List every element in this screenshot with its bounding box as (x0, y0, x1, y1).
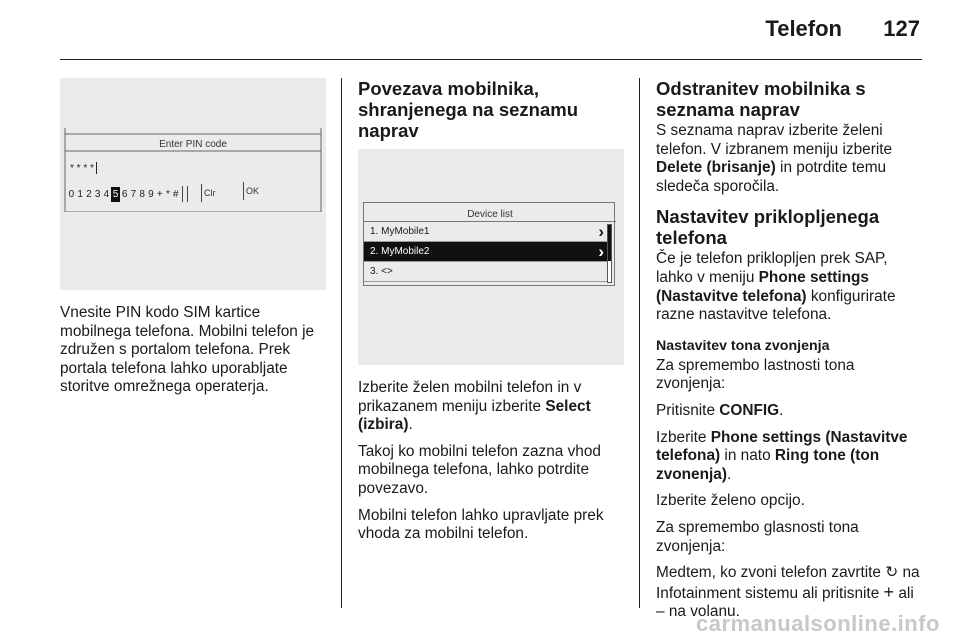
key-separator (182, 186, 183, 202)
pin-key[interactable]: 4 (103, 188, 110, 200)
clear-label: Clr (204, 187, 216, 198)
scrollbar[interactable] (607, 224, 612, 283)
volume-paragraph: Medtem, ko zvoni telefon zavrtite ↻ na Infotainment sistemu ali pritisnite + ali – na volanu. (656, 564, 920, 621)
clear-button[interactable] (201, 182, 216, 204)
ringtone-intro: Za spremembo lastnosti tona zvonjenja: (656, 356, 855, 393)
pin-screen-title: Enter PIN code (159, 139, 227, 150)
device-name: 2. MyMobile2 (370, 246, 430, 257)
device-screen-frame (363, 202, 615, 286)
config-label: CONFIG (719, 401, 780, 419)
pin-code-screenshot (60, 78, 326, 290)
pin-key[interactable]: + (156, 188, 163, 200)
select-ringtone-paragraph: Izberite Phone settings (Nastavitve telefona) in nato Ring tone (ton zvonenja). (656, 428, 908, 483)
device-list-screenshot (358, 149, 624, 365)
operate-paragraph: Mobilni telefon lahko upravljate prek vhoda za mobilni telefon. (358, 506, 604, 543)
column-2 (358, 78, 626, 552)
pin-paragraph: Vnesite PIN kodo SIM kartice mobilnega telefona. Mobilni telefon je združen s portalom telefona. Prek portala telefona lahko uporabljate storitve omrežnega operaterja. (60, 304, 315, 396)
confirm-paragraph: Takoj ko mobilni telefon zazna vhod mobilnega telefona, lahko potrdite povezavo. (358, 442, 601, 497)
ringtone-subheading: Nastavitev tona zvonjenja (656, 337, 830, 354)
text-cursor (96, 162, 97, 174)
volume-intro: Za spremembo glasnosti tona zvonjenja: (656, 518, 859, 555)
pin-key[interactable]: 9 (148, 188, 154, 200)
phone-settings-label-2: Phone settings (Nastavitve telefona) (656, 428, 908, 465)
pin-key[interactable]: 5 (112, 188, 119, 200)
remove-heading: Odstranitev mobilnika s seznama naprav (656, 78, 866, 120)
rotary-knob-icon: ↻ (885, 564, 899, 582)
column-divider-1 (341, 78, 342, 608)
pin-key[interactable]: 2 (86, 188, 92, 200)
chevron-right-icon: › (598, 222, 604, 241)
watermark: carmanualsonline.info (696, 611, 940, 636)
pin-key[interactable]: 3 (94, 188, 101, 200)
device-name: 1. MyMobile1 (370, 226, 430, 237)
pin-keypad (67, 186, 190, 202)
header-rule (60, 59, 922, 60)
settings-paragraph: Če je telefon priklopljen prek SAP, lahko v meniju Phone settings (Nastavitve telefona) konfigurirate razne nastavitve telefona. (656, 250, 896, 324)
press-config-paragraph: Pritisnite CONFIG. (656, 401, 784, 419)
pin-entry-value: * * * * (70, 163, 94, 174)
pin-key[interactable]: 7 (130, 188, 137, 200)
column-1 (60, 78, 328, 405)
scrollbar-thumb[interactable] (608, 225, 611, 261)
remove-paragraph: S seznama naprav izberite želeni telefon. V izbranem meniju izberite Delete (brisanje) in potrdite temu sledeča sporočila. (656, 122, 893, 195)
pin-screen-frame (63, 128, 323, 212)
plus-icon: + (883, 581, 895, 602)
select-paragraph: Izberite želen mobilni telefon in v prikazanem meniju izberite Select (izbira). (358, 379, 591, 434)
select-label: Select (izbira) (358, 397, 591, 434)
connect-heading: Povezava mobilnika, shranjenega na seznamu naprav (358, 78, 579, 141)
ring-tone-label: Ring tone (ton zvonenja) (656, 447, 880, 483)
device-name: 3. <> (370, 266, 393, 277)
device-list-item[interactable] (364, 262, 610, 282)
delete-label: Delete (brisanje) (656, 159, 776, 177)
column-divider-2 (639, 78, 640, 608)
pin-entry-field[interactable] (70, 160, 97, 179)
device-list (364, 222, 610, 282)
pin-key[interactable]: 6 (121, 188, 128, 200)
device-list-item[interactable] (364, 222, 610, 242)
column-3 (656, 78, 924, 630)
settings-heading: Nastavitev priklopljenega telefona (656, 206, 880, 249)
device-list-item[interactable] (364, 242, 610, 262)
pin-key[interactable]: 8 (139, 188, 145, 200)
pin-key[interactable]: 1 (77, 188, 83, 200)
ok-label: OK (246, 186, 260, 196)
pin-key[interactable]: * (165, 188, 170, 200)
pin-key[interactable]: 0 (68, 188, 75, 200)
page-header (0, 0, 960, 62)
device-screen-title: Device list (467, 209, 513, 220)
phone-settings-label: Phone settings (Nastavitve telefona) (656, 268, 869, 305)
pin-key[interactable]: # (173, 188, 179, 200)
key-separator (187, 186, 188, 202)
ok-button[interactable] (243, 182, 259, 204)
chevron-right-icon: › (598, 242, 604, 261)
choose-option-paragraph: Izberite želeno opcijo. (656, 492, 805, 510)
section-title: Telefon (765, 16, 842, 41)
page-number: 127 (883, 16, 920, 41)
